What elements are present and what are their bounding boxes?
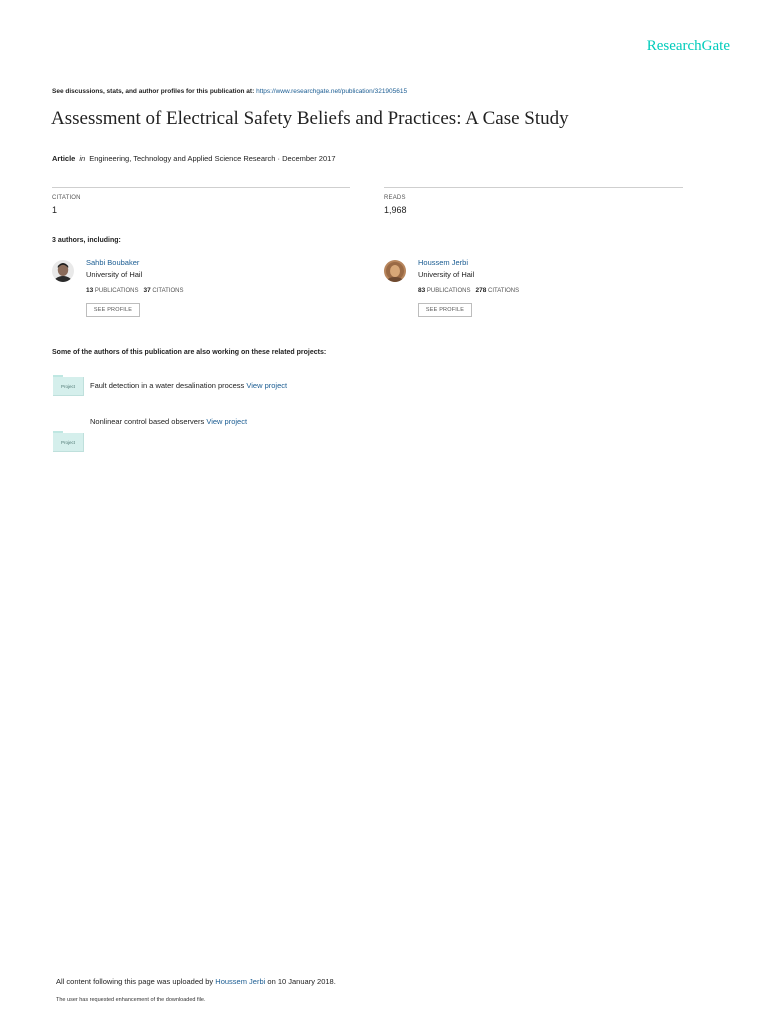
see-profile-button[interactable]: SEE PROFILE [418, 303, 472, 317]
upload-prefix: All content following this page was uploaded by [56, 977, 214, 986]
citation-label: CITATION [52, 195, 81, 201]
view-project-link[interactable]: View project [206, 417, 248, 426]
related-projects-heading: Some of the authors of this publication are also working on these related projects: [52, 349, 327, 356]
citations-label: CITATIONS [488, 288, 520, 294]
article-info [52, 154, 336, 163]
see-discussions-text: See discussions, stats, and author profiles for this publication at: [52, 88, 255, 95]
uploader-link[interactable]: Houssem Jerbi [215, 977, 266, 986]
authors-heading: 3 authors, including: [52, 237, 121, 244]
publications-count: 83 [418, 287, 426, 294]
citations-label: CITATIONS [152, 288, 184, 294]
journal-name: Engineering, Technology and Applied Science Research [89, 154, 276, 163]
project-item [90, 381, 287, 390]
enhancement-note: The user has requested enhancement of the downloaded file. [56, 997, 206, 1003]
publications-label: PUBLICATIONS [426, 288, 471, 294]
citation-divider [52, 187, 350, 188]
reads-divider [384, 187, 683, 188]
upload-suffix: on 10 January 2018. [267, 977, 336, 986]
researchgate-logo[interactable]: ResearchGate [646, 38, 730, 54]
reads-value: 1,968 [384, 205, 407, 215]
avatar-sahbi-boubaker[interactable] [52, 260, 74, 282]
publications-count: 13 [86, 287, 94, 294]
publication-url-link[interactable]: https://www.researchgate.net/publication/321905615 [256, 88, 408, 95]
project-item [90, 417, 247, 426]
citations-count: 278 [475, 287, 487, 294]
author-institution: University of Hail [86, 270, 143, 279]
article-in: in [79, 154, 86, 163]
citation-value: 1 [52, 205, 58, 215]
author-name-sahbi-boubaker[interactable]: Sahbi Boubaker [86, 258, 140, 267]
author-name-houssem-jerbi[interactable]: Houssem Jerbi [418, 258, 469, 267]
reads-label: READS [384, 195, 406, 201]
article-date: December 2017 [282, 154, 336, 163]
author-stats [418, 287, 519, 294]
upload-info [56, 977, 336, 986]
avatar-houssem-jerbi[interactable] [384, 260, 406, 282]
see-profile-button[interactable]: SEE PROFILE [86, 303, 140, 317]
project-folder-icon [53, 431, 83, 451]
article-separator: · [277, 154, 281, 163]
page-title: Assessment of Electrical Safety Beliefs and Practices: A Case Study [51, 108, 569, 129]
view-project-link[interactable]: View project [246, 381, 288, 390]
project-name: Fault detection in a water desalination process [90, 381, 245, 390]
see-discussions-line [52, 88, 407, 95]
project-icon-label: Project [60, 384, 75, 389]
publications-label: PUBLICATIONS [94, 288, 139, 294]
project-name: Nonlinear control based observers [90, 417, 205, 426]
article-type: Article [52, 154, 76, 163]
author-stats [86, 287, 184, 294]
project-folder-icon [53, 375, 83, 395]
author-institution: University of Hail [418, 270, 475, 279]
citations-count: 37 [143, 287, 151, 294]
project-icon-label: Project [60, 440, 75, 445]
